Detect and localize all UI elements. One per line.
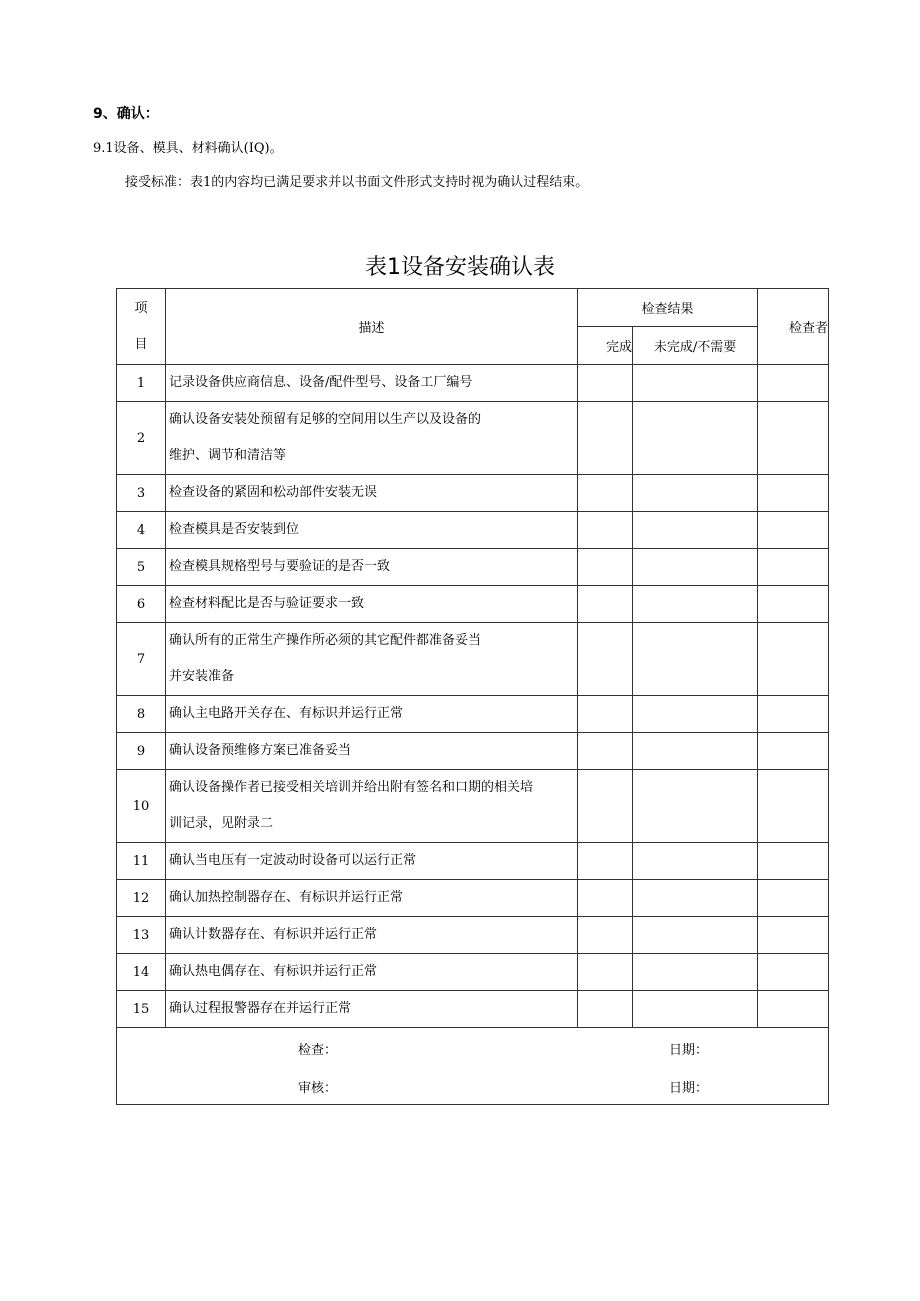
- table-row: [117, 843, 829, 880]
- row-description: [166, 623, 578, 696]
- review-date-label: 日期：: [669, 1081, 709, 1096]
- done-cell[interactable]: [578, 954, 633, 991]
- done-cell[interactable]: [578, 623, 633, 696]
- checker-cell[interactable]: [758, 475, 829, 512]
- not-done-cell[interactable]: [633, 623, 758, 696]
- table-row: [117, 991, 829, 1028]
- done-cell[interactable]: [578, 917, 633, 954]
- table-row: [117, 733, 829, 770]
- done-cell[interactable]: [578, 365, 633, 402]
- not-done-cell[interactable]: [633, 770, 758, 843]
- section-subheading: 9.1设备、模具、材料确认(IQ)。: [93, 141, 283, 156]
- row-description: [166, 917, 578, 954]
- row-number: 9: [117, 733, 166, 770]
- header-checker: 检查者: [758, 289, 829, 365]
- checker-cell[interactable]: [758, 880, 829, 917]
- row-description-line: 确认当电压有一定波动时设备可以运行正常: [169, 853, 417, 868]
- row-description: [166, 843, 578, 880]
- header-result: 检查结果: [578, 289, 758, 327]
- row-description: [166, 880, 578, 917]
- header-not-done: 未完成/不需要: [633, 327, 758, 365]
- check-date-label: 日期：: [669, 1043, 709, 1058]
- row-number: 11: [117, 843, 166, 880]
- signature-block: [117, 1028, 828, 1104]
- row-description-line: 确认所有的正常生产操作所必须的其它配件都准备妥当: [169, 633, 482, 648]
- row-description: [166, 770, 578, 843]
- not-done-cell[interactable]: [633, 475, 758, 512]
- row-description-line: 检查模具规格型号与要验证的是否一致: [169, 559, 391, 574]
- row-description-line: 确认设备操作者已接受相关培训并给出附有签名和口期的相关培: [169, 780, 534, 795]
- table-row: [117, 696, 829, 733]
- row-description-line: 确认热电偶存在、有标识并运行正常: [169, 964, 378, 979]
- row-description-line: 训记录，见附录二: [169, 816, 274, 831]
- row-description: [166, 733, 578, 770]
- row-number: 2: [117, 402, 166, 475]
- table-row: [117, 954, 829, 991]
- row-description-line: 并安装准备: [169, 669, 235, 684]
- signature-row: [117, 1028, 829, 1105]
- header-item-line2: 目: [134, 336, 148, 352]
- not-done-cell[interactable]: [633, 402, 758, 475]
- not-done-cell[interactable]: [633, 880, 758, 917]
- header-description: 描述: [166, 289, 578, 365]
- checker-cell[interactable]: [758, 402, 829, 475]
- done-cell[interactable]: [578, 586, 633, 623]
- checker-cell[interactable]: [758, 917, 829, 954]
- row-description-line: 确认主电路开关存在、有标识并运行正常: [169, 706, 404, 721]
- section-heading: 9、确认：: [93, 106, 159, 122]
- not-done-cell[interactable]: [633, 733, 758, 770]
- row-description-line: 确认设备预维修方案已准备妥当: [169, 743, 352, 758]
- checker-cell[interactable]: [758, 733, 829, 770]
- table-title: 表1设备安装确认表: [365, 255, 555, 280]
- table-row: [117, 402, 829, 475]
- row-description: [166, 991, 578, 1028]
- done-cell[interactable]: [578, 991, 633, 1028]
- row-number: 7: [117, 623, 166, 696]
- row-description: [166, 586, 578, 623]
- row-description-line: 检查模具是否安装到位: [169, 522, 300, 537]
- row-number: 5: [117, 549, 166, 586]
- done-cell[interactable]: [578, 880, 633, 917]
- table-row: [117, 770, 829, 843]
- checker-cell[interactable]: [758, 549, 829, 586]
- acceptance-criteria: 接受标准：表1的内容均已满足要求并以书面文件形式支持时视为确认过程结束。: [125, 175, 589, 190]
- row-number: 13: [117, 917, 166, 954]
- not-done-cell[interactable]: [633, 365, 758, 402]
- row-description: [166, 696, 578, 733]
- header-done: 完成: [578, 327, 633, 365]
- not-done-cell[interactable]: [633, 586, 758, 623]
- checker-cell[interactable]: [758, 586, 829, 623]
- not-done-cell[interactable]: [633, 917, 758, 954]
- review-label: 审核：: [298, 1081, 338, 1096]
- not-done-cell[interactable]: [633, 512, 758, 549]
- table-row: [117, 475, 829, 512]
- checker-cell[interactable]: [758, 991, 829, 1028]
- done-cell[interactable]: [578, 770, 633, 843]
- done-cell[interactable]: [578, 843, 633, 880]
- row-description-line: 确认计数器存在、有标识并运行正常: [169, 927, 378, 942]
- table-row: [117, 512, 829, 549]
- not-done-cell[interactable]: [633, 696, 758, 733]
- header-item-line1: 项: [134, 300, 148, 316]
- row-description: [166, 475, 578, 512]
- row-description: [166, 512, 578, 549]
- row-number: 1: [117, 365, 166, 402]
- table-row: [117, 549, 829, 586]
- done-cell[interactable]: [578, 549, 633, 586]
- done-cell[interactable]: [578, 696, 633, 733]
- signature-cell: [117, 1028, 829, 1105]
- row-description-line: 确认加热控制器存在、有标识并运行正常: [169, 890, 404, 905]
- row-description: [166, 402, 578, 475]
- row-description-line: 检查设备的紧固和松动部件安装无误: [169, 485, 378, 500]
- row-number: 4: [117, 512, 166, 549]
- table-row: [117, 917, 829, 954]
- row-description-line: 维护、调节和清洁等: [169, 448, 287, 463]
- row-number: 8: [117, 696, 166, 733]
- row-description-line: 确认过程报警器存在并运行正常: [169, 1001, 352, 1016]
- table-row: [117, 880, 829, 917]
- not-done-cell[interactable]: [633, 954, 758, 991]
- installation-confirmation-table: [116, 288, 829, 1105]
- checker-cell[interactable]: [758, 954, 829, 991]
- table-row: [117, 586, 829, 623]
- check-label: 检查：: [298, 1043, 338, 1058]
- row-description-line: 记录设备供应商信息、设备/配件型号、设备工厂编号: [169, 375, 473, 390]
- done-cell[interactable]: [578, 512, 633, 549]
- not-done-cell[interactable]: [633, 549, 758, 586]
- checker-cell[interactable]: [758, 512, 829, 549]
- row-description: [166, 365, 578, 402]
- not-done-cell[interactable]: [633, 843, 758, 880]
- row-number: 3: [117, 475, 166, 512]
- table-row: [117, 623, 829, 696]
- row-description-line: 检查材料配比是否与验证要求一致: [169, 596, 365, 611]
- checker-cell[interactable]: [758, 696, 829, 733]
- done-cell[interactable]: [578, 402, 633, 475]
- checker-cell[interactable]: [758, 770, 829, 843]
- row-number: 14: [117, 954, 166, 991]
- checker-cell[interactable]: [758, 365, 829, 402]
- row-number: 10: [117, 770, 166, 843]
- checker-cell[interactable]: [758, 623, 829, 696]
- row-number: 15: [117, 991, 166, 1028]
- table-row: [117, 365, 829, 402]
- row-number: 6: [117, 586, 166, 623]
- checker-cell[interactable]: [758, 843, 829, 880]
- row-description-line: 确认设备安装处预留有足够的空间用以生产以及设备的: [169, 412, 482, 427]
- done-cell[interactable]: [578, 733, 633, 770]
- header-item: [117, 289, 166, 365]
- row-description: [166, 954, 578, 991]
- row-description: [166, 549, 578, 586]
- not-done-cell[interactable]: [633, 991, 758, 1028]
- row-number: 12: [117, 880, 166, 917]
- done-cell[interactable]: [578, 475, 633, 512]
